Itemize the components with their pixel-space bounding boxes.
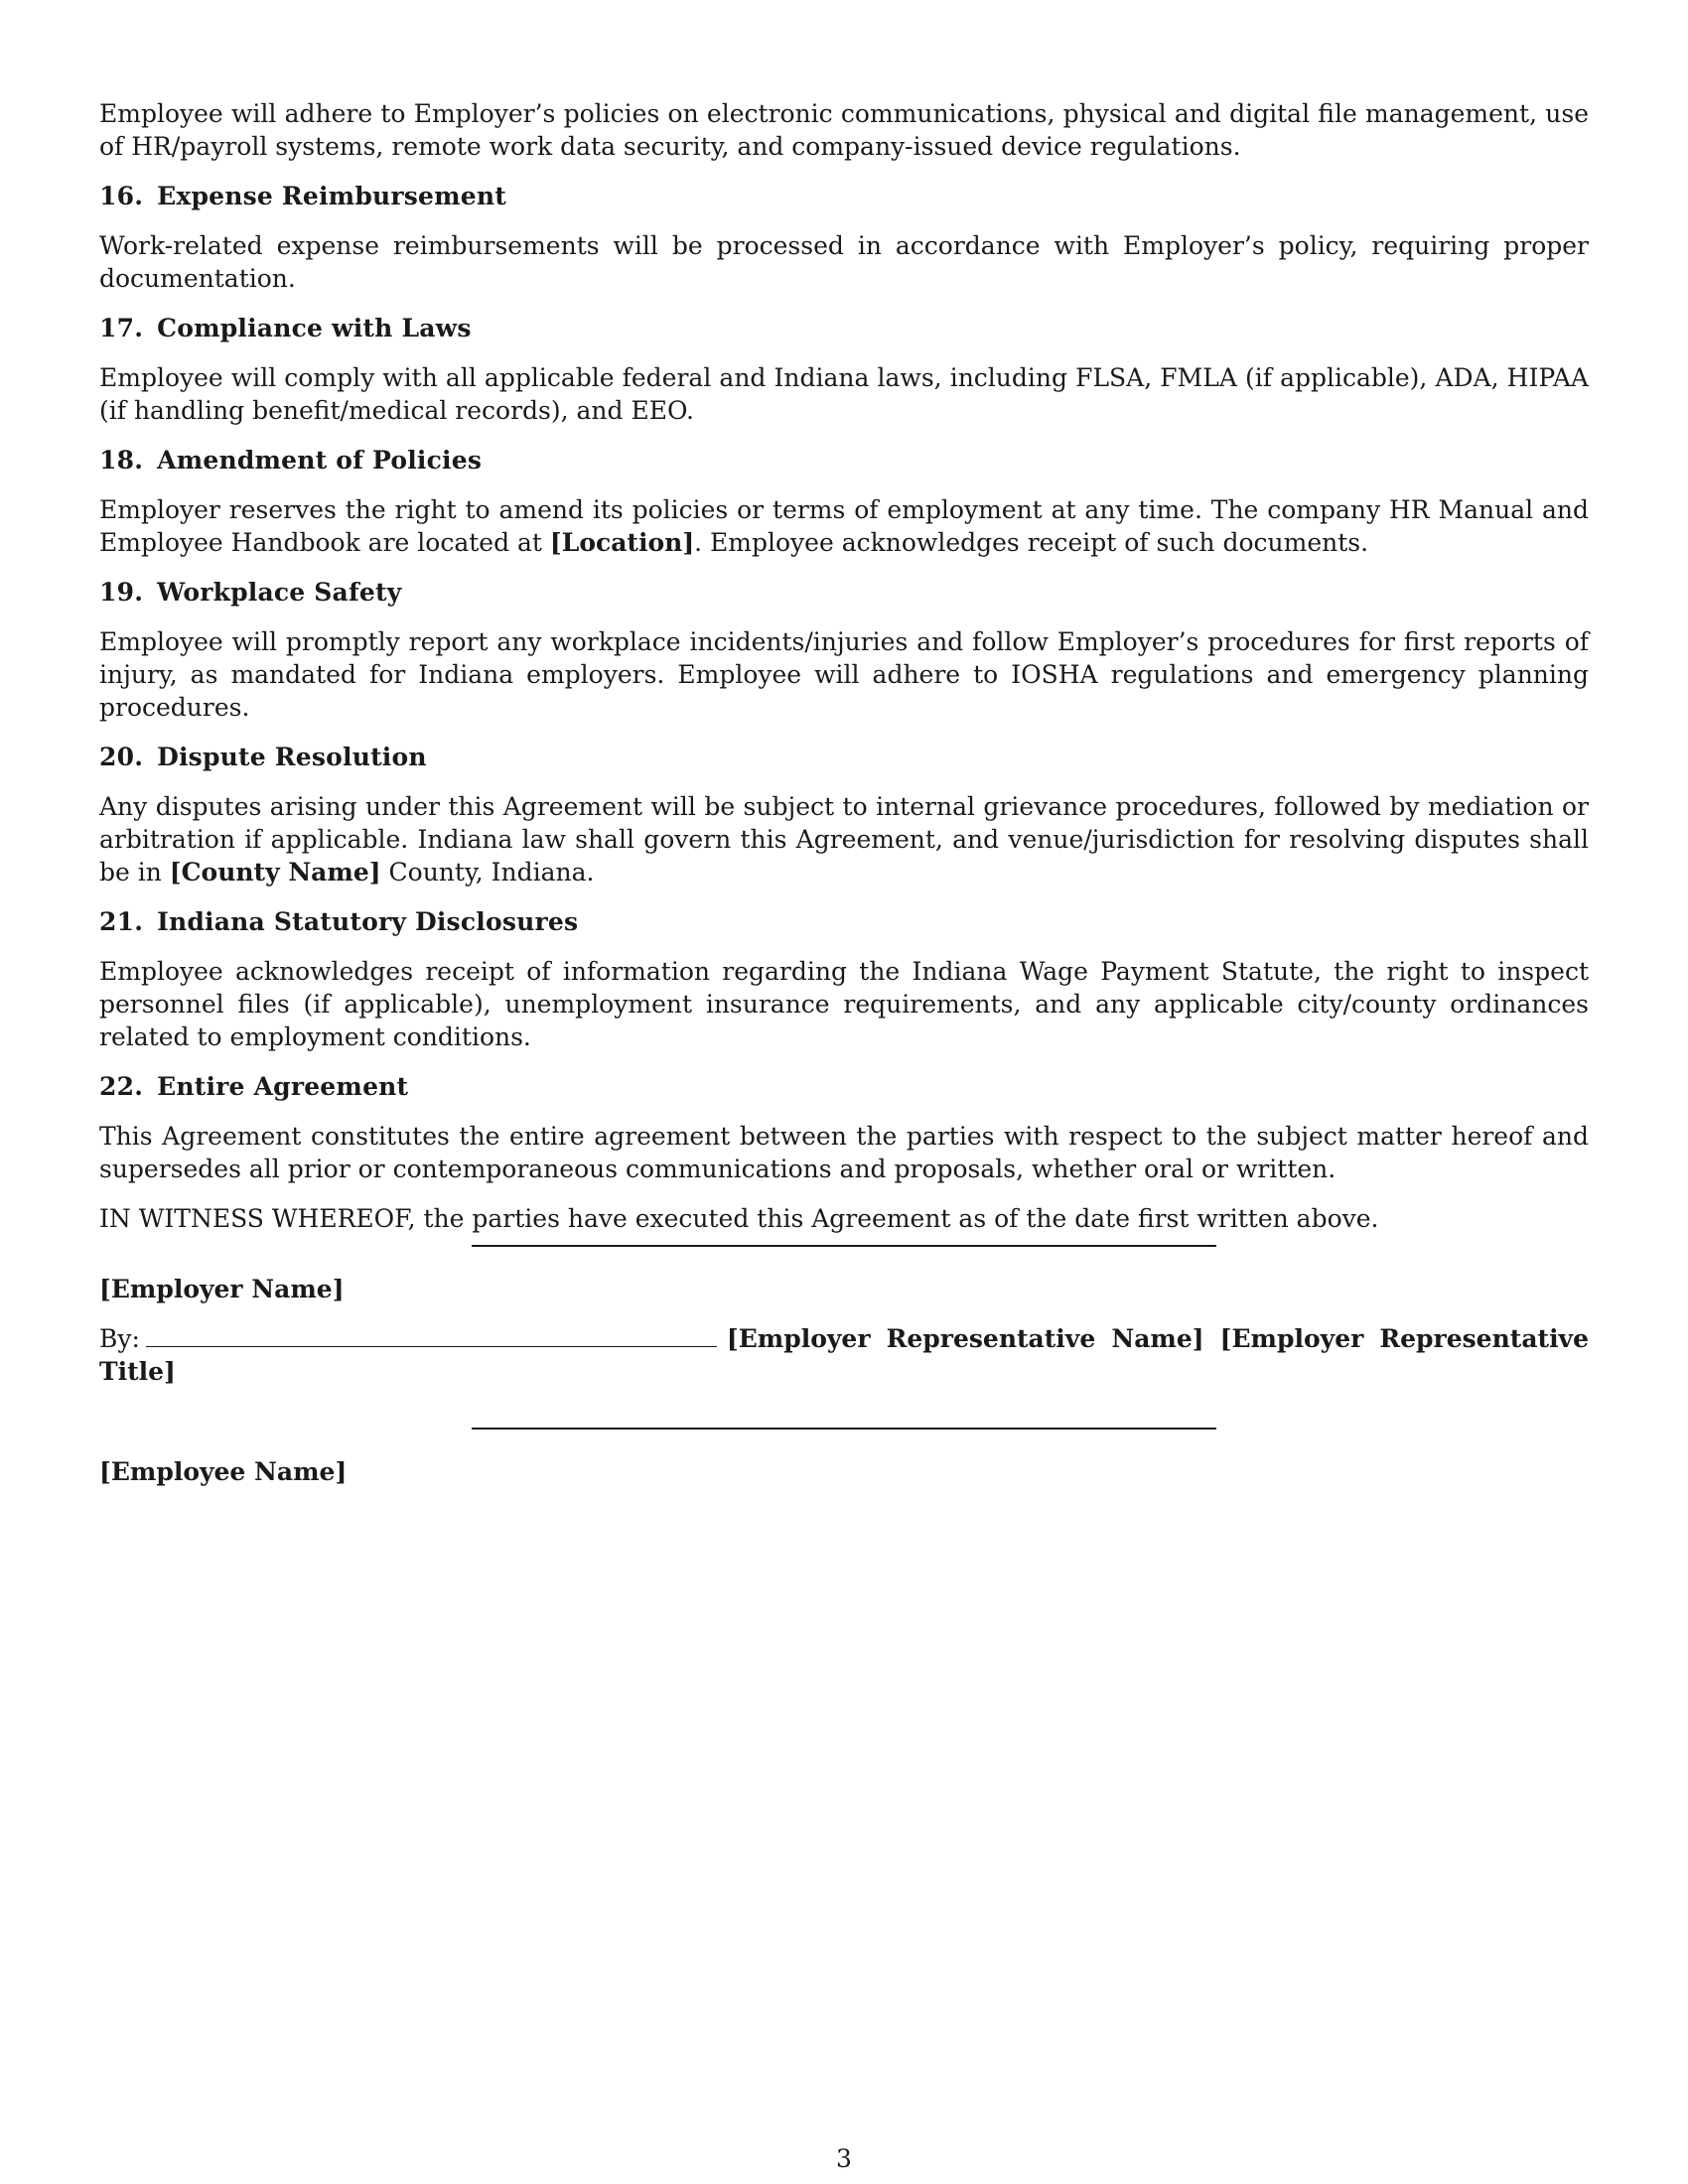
section-text: Any disputes arising under this Agreement will be subject to internal grievance procedures, followed by mediation or arbitration if applicable. Indiana law shall govern this Agreement, and venue/jurisdiction for resolving disputes shall be in — [99, 792, 1589, 887]
section-body-20 — [99, 790, 1589, 888]
section-heading-19 — [99, 576, 1589, 609]
section-number: 16. — [99, 182, 144, 210]
employer-representative-label: [Employer Representative Name] [Employer Representative Title] — [99, 1324, 1589, 1386]
section-heading-22 — [99, 1070, 1589, 1103]
employer-signature-line[interactable] — [472, 1245, 1216, 1247]
employer-name-label: [Employer Name] — [99, 1275, 345, 1303]
section-number: 19. — [99, 578, 144, 607]
section-number: 21. — [99, 907, 144, 936]
section-body-17: Employee will comply with all applicable federal and Indiana laws, including FLSA, FMLA (if applicable), ADA, HIPAA (if handling benefit/medical records), and EEO. — [99, 363, 1589, 425]
employer-by-line — [99, 1322, 1589, 1388]
section-heading-18 — [99, 444, 1589, 477]
county-placeholder: [County Name] — [169, 858, 381, 887]
section-number: 17. — [99, 314, 144, 342]
section-title: Amendment of Policies — [157, 446, 483, 475]
section-number: 22. — [99, 1072, 144, 1101]
employee-signature-line[interactable] — [472, 1428, 1216, 1430]
section-text: County, Indiana. — [380, 858, 595, 887]
section-title: Entire Agreement — [157, 1072, 409, 1101]
section-title: Expense Reimbursement — [157, 182, 507, 210]
section-body-21: Employee acknowledges receipt of information regarding the Indiana Wage Payment Statute, the right to inspect personnel files (if applicable), unemployment insurance requirements, and any applicable city/county ordinances related to employment conditions. — [99, 957, 1589, 1051]
section-heading-17 — [99, 312, 1589, 344]
section-heading-20 — [99, 741, 1589, 773]
section-title: Workplace Safety — [157, 578, 402, 607]
section-body-19: Employee will promptly report any workplace incidents/injuries and follow Employer’s procedures for first reports of injury, as mandated for Indiana employers. Employee will adhere to IOSHA regulations and emergency planning procedures. — [99, 627, 1589, 722]
section-number: 20. — [99, 743, 144, 771]
section-body-18 — [99, 493, 1589, 559]
section-body-16: Work-related expense reimbursements will be processed in accordance with Employer’s policy, requiring proper documentation. — [99, 231, 1589, 293]
section-text: . Employee acknowledges receipt of such documents. — [694, 528, 1369, 557]
page-number: 3 — [836, 2144, 852, 2173]
witness-statement: IN WITNESS WHEREOF, the parties have executed this Agreement as of the date first written above. — [99, 1204, 1379, 1233]
location-placeholder: [Location] — [549, 528, 695, 557]
section-text: Employer reserves the right to amend its policies or terms of employment at any time. The company HR Manual and Employee Handbook are located at — [99, 495, 1589, 557]
section-title: Compliance with Laws — [157, 314, 472, 342]
intro-paragraph: Employee will adhere to Employer’s policies on electronic communications, physical and digital file management, use of HR/payroll systems, remote work data security, and company-issued device regulations. — [99, 99, 1589, 161]
section-heading-21 — [99, 905, 1589, 938]
section-body-22: This Agreement constitutes the entire agreement between the parties with respect to the subject matter hereof and supersedes all prior or contemporaneous communications and proposals, whether oral or written. — [99, 1122, 1589, 1183]
section-heading-16 — [99, 180, 1589, 212]
section-title: Dispute Resolution — [157, 743, 427, 771]
employee-name-label: [Employee Name] — [99, 1457, 348, 1486]
section-title: Indiana Statutory Disclosures — [157, 907, 579, 936]
section-number: 18. — [99, 446, 144, 475]
by-label: By: — [99, 1324, 140, 1353]
by-signature-blank[interactable] — [146, 1326, 717, 1347]
document-body — [99, 97, 1589, 1252]
